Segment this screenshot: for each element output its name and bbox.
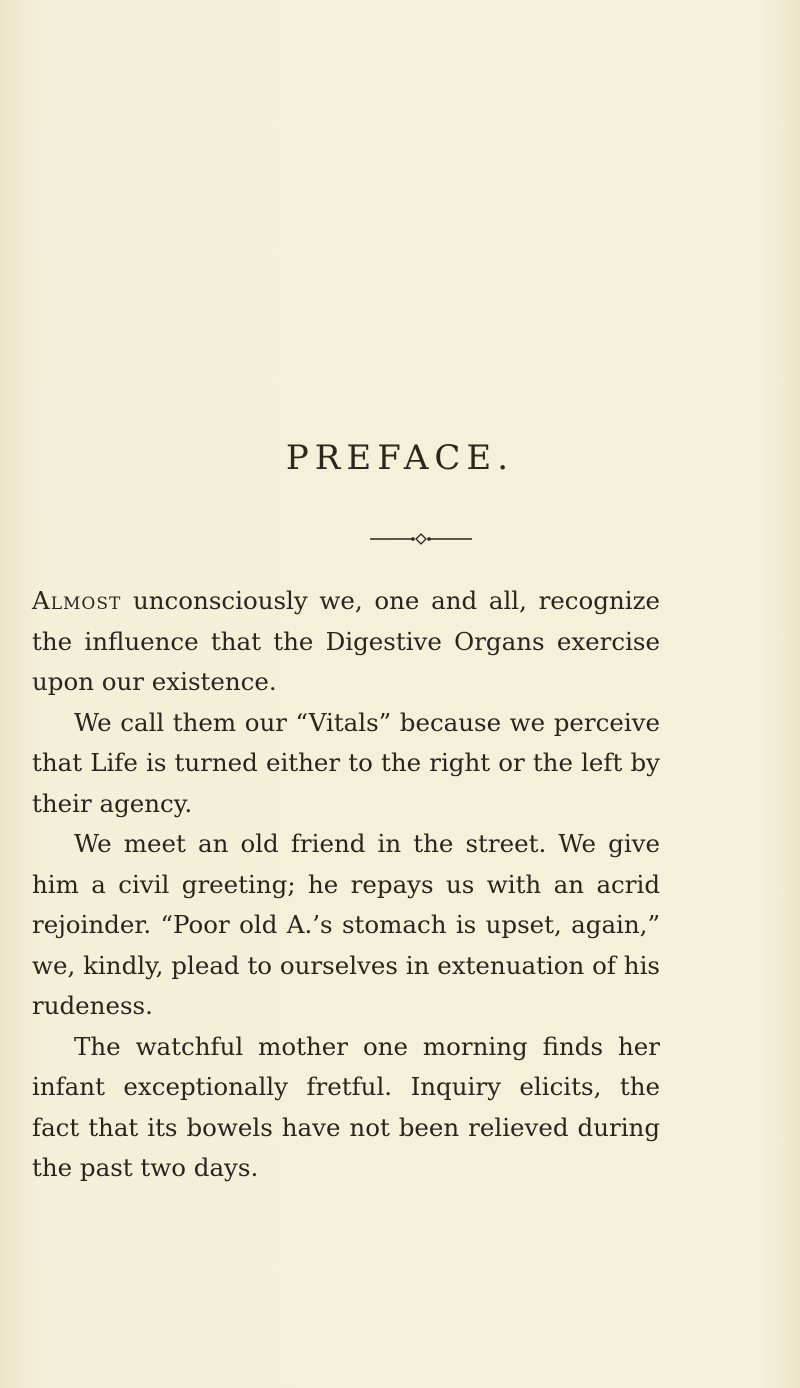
paragraph-2 — [32, 703, 660, 825]
paragraph-text: The watchful mother one morning finds her infant exceptionally fretful. Inquiry elicits, the fact that its bowels have not been relieved during the past two days. — [32, 1031, 660, 1182]
preface-body — [32, 581, 660, 1189]
paragraph-1 — [32, 581, 660, 703]
paragraph-text: unconsciously we, one and all, recognize the influence that the Digestive Organs exercise upon our existence. — [32, 586, 660, 696]
paragraph-3 — [32, 824, 660, 1027]
paragraph-lead-word: Almost — [32, 586, 122, 615]
paragraph-text: We meet an old friend in the street. We give him a civil greeting; he repays us with an acrid rejoinder. “Poor old A.’s stomach is upset, again,” we, kindly, plead to ourselves in extenuation of his rudeness. — [32, 829, 660, 1020]
page-title: PREFACE. — [285, 438, 515, 478]
paragraph-4 — [32, 1027, 660, 1189]
ornament-divider-icon — [370, 532, 472, 546]
paragraph-text: We call them our “Vitals” because we perceive that Life is turned either to the right or the left by their agency. — [32, 707, 660, 818]
